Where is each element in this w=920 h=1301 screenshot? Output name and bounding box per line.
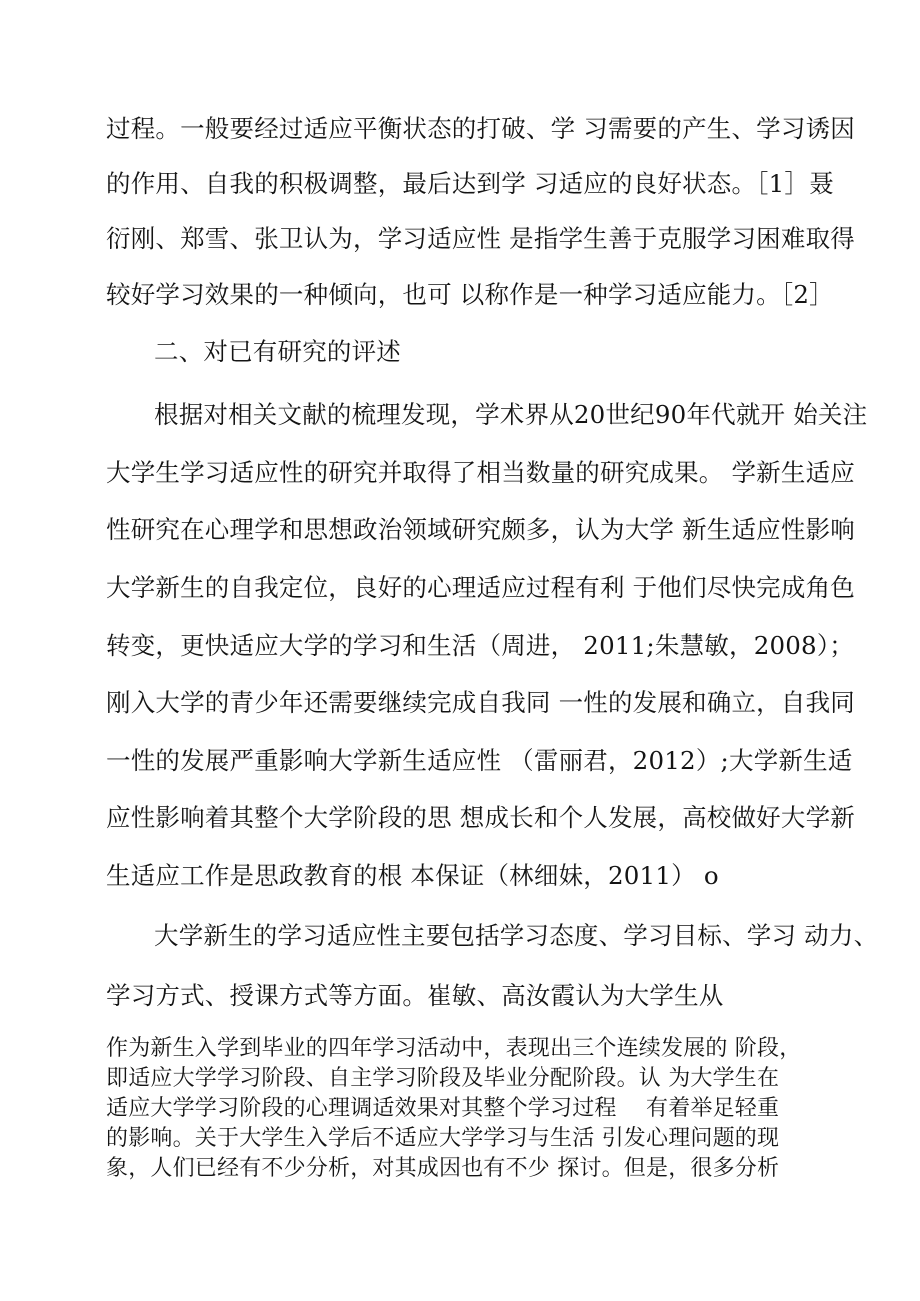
- text-line: 作为新生入学到毕业的四年学习活动中，表现出三个连续发展的 阶段，: [106, 1036, 802, 1061]
- text-line: 根据对相关文献的梳理发现，学术界从20世纪90年代就开 始关注: [154, 400, 868, 429]
- text-line: 一性的发展严重影响大学新生适应性 （雷丽君，2012）;大学新生适: [106, 746, 853, 775]
- text-line: 适应大学学习阶段的心理调适效果对其整个学习过程 有着举足轻重: [106, 1096, 780, 1121]
- text-line: 性研究在心理学和思想政治领域研究颇多，认为大学 新生适应性影响: [106, 515, 855, 544]
- text-line: 过程。一般要经过适应平衡状态的打破、学 习需要的产生、学习诱因: [106, 114, 855, 143]
- text-line: 较好学习效果的一种倾向，也可 以称作是一种学习适应能力。［2］: [106, 280, 834, 309]
- text-line: 大学新生的学习适应性主要包括学习态度、学习目标、学习 动力、: [154, 921, 879, 950]
- section-heading: 二、对已有研究的评述: [154, 337, 401, 366]
- text-line: 刚入大学的青少年还需要继续完成自我同 一性的发展和确立，自我同: [106, 688, 855, 717]
- text-line: 衍刚、郑雪、张卫认为，学习适应性 是指学生善于克服学习困难取得: [106, 224, 855, 253]
- text-line: 生适应工作是思政教育的根 本保证（林细妹，2011） o: [106, 861, 719, 890]
- text-line: 大学新生的自我定位，良好的心理适应过程有利 于他们尽快完成角色: [106, 573, 855, 602]
- text-line: 即适应大学学习阶段、自主学习阶段及毕业分配阶段。认 为大学生在: [106, 1066, 780, 1091]
- text-line: 的作用、自我的积极调整，最后达到学 习适应的良好状态。［1］聂: [106, 169, 834, 198]
- text-line: 学习方式、授课方式等方面。崔敏、高汝霞认为大学生从: [106, 981, 724, 1010]
- text-line: 象，人们已经有不少分析，对其成因也有不少 探讨。但是，很多分析: [106, 1156, 780, 1181]
- text-line: 大学生学习适应性的研究并取得了相当数量的研究成果。 学新生适应: [106, 458, 855, 487]
- text-line: 转变，更快适应大学的学习和生活（周进， 2011;朱慧敏，2008）；: [106, 631, 854, 660]
- text-line: 的影响。关于大学生入学后不适应大学学习与生活 引发心理问题的现: [106, 1126, 780, 1151]
- text-line: 应性影响着其整个大学阶段的思 想成长和个人发展，高校做好大学新: [106, 803, 855, 832]
